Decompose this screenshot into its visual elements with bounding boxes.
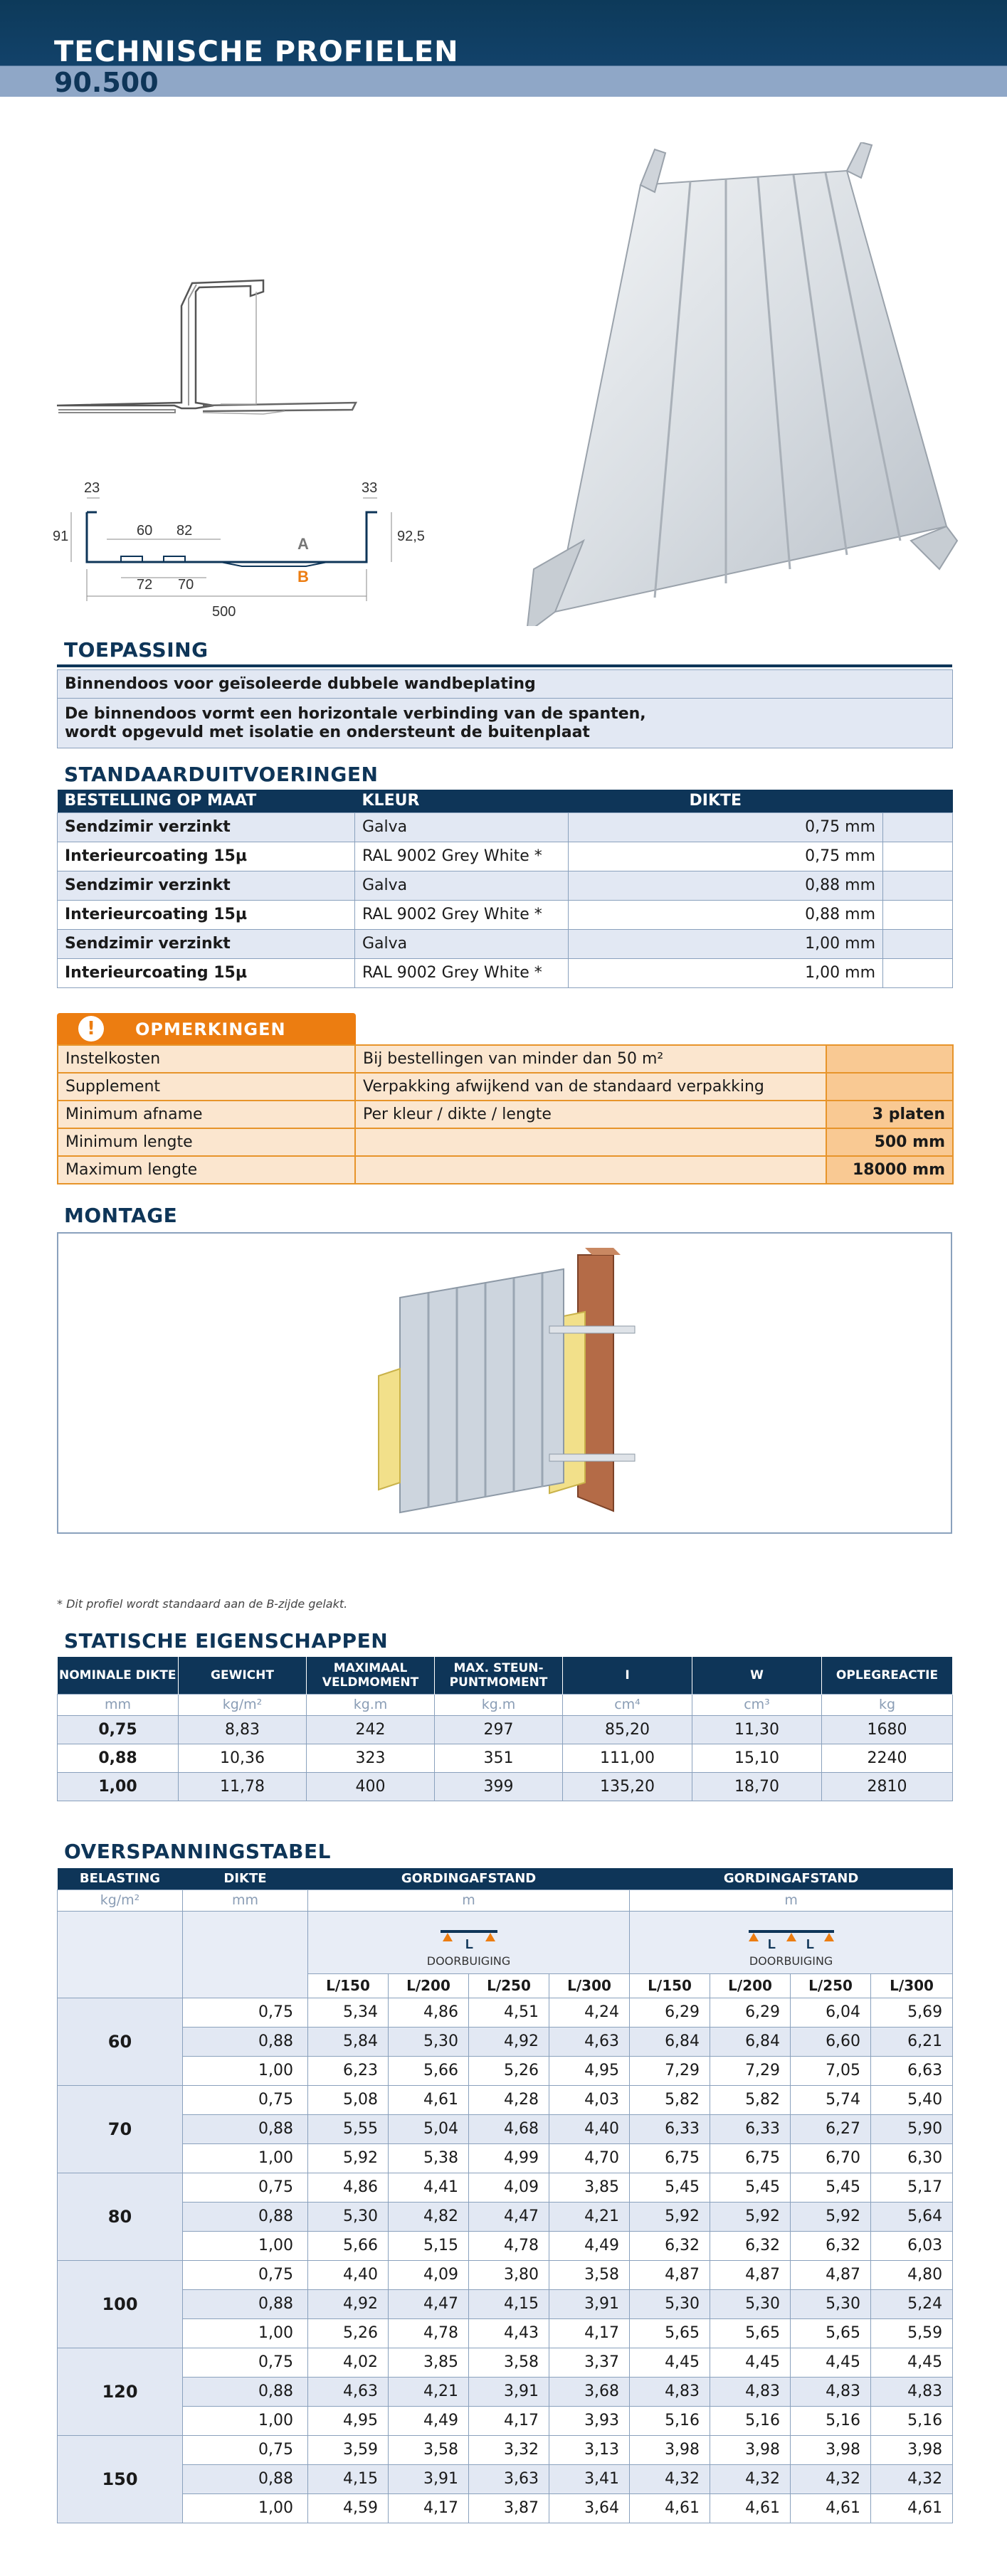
span-value: 5,69 (871, 1998, 953, 2027)
span-value: 5,59 (871, 2318, 953, 2348)
span-value: 4,86 (308, 2173, 389, 2202)
col-label: L/150 (630, 1973, 710, 1998)
span-value: 4,32 (791, 2464, 871, 2493)
span-value: 4,17 (469, 2406, 549, 2435)
table-row (58, 2318, 953, 2348)
span-value: 4,32 (630, 2464, 710, 2493)
col-header: GORDINGAFSTAND (308, 1868, 630, 1889)
thickness-cell: 0,88 (183, 2464, 308, 2493)
span-value: 4,63 (308, 2377, 389, 2406)
table-row (58, 2406, 953, 2435)
col-label: L/200 (710, 1973, 791, 1998)
span-value: 4,61 (630, 2493, 710, 2523)
table-row: Sendzimir verzinkt Galva 1,00 mm (58, 929, 953, 958)
span-value: 3,87 (469, 2493, 549, 2523)
montage-illustration (371, 1248, 670, 1518)
table-row (58, 2085, 953, 2114)
table-row: 0,88 10,36 323 351 111,00 15,10 2240 (58, 1744, 953, 1772)
table-row (58, 2056, 953, 2085)
span-value: 4,02 (308, 2348, 389, 2377)
span-value: 5,65 (791, 2318, 871, 2348)
multi-span-diagram-icon (745, 1929, 838, 1950)
span-value: 4,87 (630, 2260, 710, 2289)
span-value: 4,92 (308, 2289, 389, 2318)
table-row (58, 2377, 953, 2406)
table-row (58, 2493, 953, 2523)
span-value: 5,92 (791, 2202, 871, 2231)
load-cell: 70 (58, 2085, 183, 2173)
span-value: 4,68 (469, 2114, 549, 2143)
col-label: L/150 (308, 1973, 389, 1998)
span-value: 4,70 (549, 2143, 630, 2173)
col-header: MAXIMAAL VELDMOMENT (307, 1657, 435, 1694)
span-value: 3,98 (630, 2435, 710, 2464)
span-value: 5,08 (308, 2085, 389, 2114)
toepassing-description: De binnendoos vormt een horizontale verbinding van de spanten, wordt opgevuld met isolatie en ondersteunt de buitenplaat (58, 699, 953, 748)
thickness-cell: 0,75 (183, 2435, 308, 2464)
section-title-statisch: STATISCHE EIGENSCHAPPEN (64, 1629, 389, 1653)
span-value: 4,47 (389, 2289, 469, 2318)
span-value: 3,91 (469, 2377, 549, 2406)
span-value: 3,98 (710, 2435, 791, 2464)
span-value: 3,85 (389, 2348, 469, 2377)
dim-33: 33 (362, 480, 378, 496)
span-value: 4,61 (871, 2493, 953, 2523)
span-value: 5,15 (389, 2231, 469, 2260)
dim-60: 60 (137, 523, 153, 539)
span-value: 4,95 (308, 2406, 389, 2435)
thickness-cell: 1,00 (183, 2406, 308, 2435)
table-row (58, 2231, 953, 2260)
thickness-cell: 1,00 (183, 2056, 308, 2085)
span-value: 5,34 (308, 1998, 389, 2027)
col-header: GEWICHT (179, 1657, 307, 1694)
span-value: 5,45 (630, 2173, 710, 2202)
toepassing-line: Binnendoos voor geïsoleerde dubbele wandbeplating (58, 670, 953, 699)
dim-72: 72 (137, 577, 153, 593)
span-value: 5,82 (710, 2085, 791, 2114)
span-value: 5,65 (710, 2318, 791, 2348)
table-row: Interieurcoating 15µ RAL 9002 Grey White * 0,88 mm (58, 900, 953, 929)
span-value: 4,24 (549, 1998, 630, 2027)
span-value: 5,30 (791, 2289, 871, 2318)
profile-dimension-drawing (50, 470, 434, 626)
table-row (58, 2202, 953, 2231)
span-value: 3,63 (469, 2464, 549, 2493)
span-value: 4,59 (308, 2493, 389, 2523)
side-a-label: A (297, 535, 309, 553)
svg-text:L: L (806, 1936, 814, 1950)
span-value: 5,74 (791, 2085, 871, 2114)
load-cell: 150 (58, 2435, 183, 2523)
col-label: L/300 (871, 1973, 953, 1998)
thickness-cell: 0,88 (183, 2202, 308, 2231)
span-value: 6,21 (871, 2027, 953, 2056)
table-row (58, 2027, 953, 2056)
span-value: 5,55 (308, 2114, 389, 2143)
col-header: DIKTE (183, 1868, 308, 1889)
span-value: 5,17 (871, 2173, 953, 2202)
table-row (58, 2289, 953, 2318)
table-row: 0,75 8,83 242 297 85,20 11,30 1680 (58, 1715, 953, 1744)
span-value: 4,40 (308, 2260, 389, 2289)
span-value: 4,83 (710, 2377, 791, 2406)
section-rule (57, 664, 952, 667)
deflection-cell: L DOORBUIGING (308, 1911, 630, 1973)
span-value: 6,27 (791, 2114, 871, 2143)
table-row: Sendzimir verzinkt Galva 0,88 mm (58, 871, 953, 900)
span-value: 4,15 (469, 2289, 549, 2318)
span-value: 6,63 (871, 2056, 953, 2085)
standaard-table (57, 790, 953, 988)
load-cell: 60 (58, 1998, 183, 2085)
span-value: 4,41 (389, 2173, 469, 2202)
col-header: OPLEGREACTIE (822, 1657, 953, 1694)
span-value: 5,90 (871, 2114, 953, 2143)
span-value: 4,83 (871, 2377, 953, 2406)
span-value: 6,33 (710, 2114, 791, 2143)
span-value: 4,87 (791, 2260, 871, 2289)
table-row: Sendzimir verzinkt Galva 0,75 mm (58, 812, 953, 842)
span-value: 4,03 (549, 2085, 630, 2114)
table-row: Minimum lengte 500 mm (58, 1128, 953, 1156)
remarks-header: ! OPMERKINGEN (57, 1013, 356, 1044)
page-subtitle: 90.500 (54, 67, 159, 98)
span-value: 4,51 (469, 1998, 549, 2027)
span-value: 5,24 (871, 2289, 953, 2318)
span-value: 6,70 (791, 2143, 871, 2173)
span-value: 5,84 (308, 2027, 389, 2056)
exclamation-icon: ! (78, 1016, 104, 1041)
table-row (58, 2260, 953, 2289)
span-value: 5,16 (791, 2406, 871, 2435)
span-value: 4,61 (710, 2493, 791, 2523)
span-value: 4,80 (871, 2260, 953, 2289)
span-value: 4,47 (469, 2202, 549, 2231)
span-value: 7,05 (791, 2056, 871, 2085)
span-value: 5,64 (871, 2202, 953, 2231)
thickness-cell: 0,75 (183, 2348, 308, 2377)
thickness-cell: 0,75 (183, 1998, 308, 2027)
span-value: 5,66 (389, 2056, 469, 2085)
toepassing-table (57, 669, 953, 748)
span-value: 5,16 (710, 2406, 791, 2435)
span-value: 5,38 (389, 2143, 469, 2173)
col-header: DIKTE (569, 790, 883, 812)
table-row: Interieurcoating 15µ RAL 9002 Grey White * 0,75 mm (58, 842, 953, 871)
span-value: 3,93 (549, 2406, 630, 2435)
span-value: 4,32 (871, 2464, 953, 2493)
span-value: 4,63 (549, 2027, 630, 2056)
span-value: 4,43 (469, 2318, 549, 2348)
single-span-diagram-icon (437, 1929, 501, 1950)
span-value: 4,95 (549, 2056, 630, 2085)
header-row (58, 1868, 953, 1889)
table-row: Interieurcoating 15µ RAL 9002 Grey White * 1,00 mm (58, 958, 953, 987)
statisch-table (57, 1657, 953, 1801)
span-value: 4,99 (469, 2143, 549, 2173)
span-value: 5,65 (630, 2318, 710, 2348)
span-value: 4,21 (389, 2377, 469, 2406)
svg-text:L: L (465, 1936, 473, 1950)
span-value: 4,09 (389, 2260, 469, 2289)
span-value: 4,09 (469, 2173, 549, 2202)
span-value: 3,41 (549, 2464, 630, 2493)
dim-23: 23 (84, 480, 100, 496)
span-value: 3,32 (469, 2435, 549, 2464)
span-value: 4,21 (549, 2202, 630, 2231)
span-value: 6,32 (791, 2231, 871, 2260)
section-title-overspanning: OVERSPANNINGSTABEL (64, 1840, 331, 1863)
load-cell: 100 (58, 2260, 183, 2348)
profile-section-drawing (50, 263, 363, 427)
deflection-diagram-row (58, 1911, 953, 1973)
col-header: MAX. STEUN-PUNTMOMENT (435, 1657, 563, 1694)
span-value: 4,82 (389, 2202, 469, 2231)
span-value: 3,85 (549, 2173, 630, 2202)
table-row: Supplement Verpakking afwijkend van de standaard verpakking (58, 1073, 953, 1101)
units-row: mm kg/m² kg.m kg.m cm⁴ cm³ kg (58, 1694, 953, 1715)
span-value: 6,75 (630, 2143, 710, 2173)
span-value: 4,28 (469, 2085, 549, 2114)
col-label: L/250 (469, 1973, 549, 1998)
span-value: 5,45 (791, 2173, 871, 2202)
span-value: 3,13 (549, 2435, 630, 2464)
col-header: W (692, 1657, 822, 1694)
span-value: 5,30 (389, 2027, 469, 2056)
units-row: kg/m² mm m m (58, 1889, 953, 1911)
thickness-cell: 1,00 (183, 2318, 308, 2348)
span-value: 4,45 (710, 2348, 791, 2377)
span-value: 4,17 (549, 2318, 630, 2348)
span-value: 6,03 (871, 2231, 953, 2260)
span-value: 4,61 (791, 2493, 871, 2523)
span-value: 6,30 (871, 2143, 953, 2173)
dim-82: 82 (176, 523, 193, 539)
span-value: 6,29 (630, 1998, 710, 2027)
col-header: BELASTING (58, 1868, 183, 1889)
span-value: 5,30 (308, 2202, 389, 2231)
span-value: 3,37 (549, 2348, 630, 2377)
span-value: 5,26 (308, 2318, 389, 2348)
span-value: 4,15 (308, 2464, 389, 2493)
span-value: 6,29 (710, 1998, 791, 2027)
span-value: 5,30 (630, 2289, 710, 2318)
thickness-cell: 1,00 (183, 2231, 308, 2260)
span-value: 5,92 (308, 2143, 389, 2173)
footnote: * Dit profiel wordt standaard aan de B-zijde gelakt. (57, 1597, 348, 1611)
col-header: I (563, 1657, 692, 1694)
table-row (58, 2464, 953, 2493)
span-value: 3,98 (791, 2435, 871, 2464)
table-row (58, 2143, 953, 2173)
span-value: 6,33 (630, 2114, 710, 2143)
span-value: 6,04 (791, 1998, 871, 2027)
span-value: 4,61 (389, 2085, 469, 2114)
table-row (58, 2173, 953, 2202)
span-value: 3,91 (389, 2464, 469, 2493)
section-title-toepassing: TOEPASSING (64, 638, 209, 662)
montage-illustration-box (57, 1232, 952, 1534)
span-value: 4,78 (389, 2318, 469, 2348)
span-value: 6,84 (710, 2027, 791, 2056)
col-header: NOMINALE DIKTE (58, 1657, 179, 1694)
span-value: 5,66 (308, 2231, 389, 2260)
table-row (58, 2348, 953, 2377)
dim-70: 70 (178, 577, 194, 593)
svg-text:L: L (767, 1936, 776, 1950)
dim-91: 91 (53, 529, 69, 544)
table-row: 1,00 11,78 400 399 135,20 18,70 2810 (58, 1772, 953, 1801)
load-cell: 80 (58, 2173, 183, 2260)
table-row: Minimum afname Per kleur / dikte / lengte 3 platen (58, 1101, 953, 1128)
load-cell: 120 (58, 2348, 183, 2435)
table-row (58, 2114, 953, 2143)
span-value: 4,49 (389, 2406, 469, 2435)
span-value: 4,45 (791, 2348, 871, 2377)
span-value: 5,92 (710, 2202, 791, 2231)
thickness-cell: 0,88 (183, 2377, 308, 2406)
thickness-cell: 0,88 (183, 2114, 308, 2143)
table-row (58, 1998, 953, 2027)
span-value: 4,87 (710, 2260, 791, 2289)
span-value: 5,16 (630, 2406, 710, 2435)
col-header: GORDINGAFSTAND (630, 1868, 953, 1889)
thickness-cell: 1,00 (183, 2493, 308, 2523)
page-header (0, 0, 1007, 97)
span-value: 4,32 (710, 2464, 791, 2493)
col-label: L/300 (549, 1973, 630, 1998)
span-value: 4,17 (389, 2493, 469, 2523)
span-value: 3,98 (871, 2435, 953, 2464)
col-label: L/250 (791, 1973, 871, 1998)
span-value: 6,32 (630, 2231, 710, 2260)
col-label: L/200 (389, 1973, 469, 1998)
span-value: 3,59 (308, 2435, 389, 2464)
thickness-cell: 0,75 (183, 2085, 308, 2114)
span-value: 6,84 (630, 2027, 710, 2056)
span-value: 5,30 (710, 2289, 791, 2318)
section-title-standaarduitvoeringen: STANDAARDUITVOERINGEN (64, 763, 379, 786)
span-value: 5,26 (469, 2056, 549, 2085)
profile-3d-render (512, 142, 961, 626)
span-value: 6,23 (308, 2056, 389, 2085)
span-value: 3,68 (549, 2377, 630, 2406)
span-value: 6,75 (710, 2143, 791, 2173)
span-value: 5,16 (871, 2406, 953, 2435)
remarks-table (57, 1044, 954, 1184)
section-title-montage: MONTAGE (64, 1204, 178, 1227)
table-row: Maximum lengte 18000 mm (58, 1156, 953, 1184)
span-value: 4,83 (791, 2377, 871, 2406)
page-title: TECHNISCHE PROFIELEN (54, 36, 459, 68)
span-value: 6,32 (710, 2231, 791, 2260)
span-value: 3,58 (389, 2435, 469, 2464)
span-value: 4,45 (871, 2348, 953, 2377)
span-value: 4,45 (630, 2348, 710, 2377)
thickness-cell: 1,00 (183, 2143, 308, 2173)
overspanning-table (57, 1868, 953, 2523)
side-b-label: B (297, 568, 309, 585)
span-value: 5,92 (630, 2202, 710, 2231)
thickness-cell: 0,75 (183, 2173, 308, 2202)
span-value: 7,29 (630, 2056, 710, 2085)
dim-92-5: 92,5 (397, 529, 425, 544)
col-header: BESTELLING OP MAAT (58, 790, 355, 812)
span-value: 5,04 (389, 2114, 469, 2143)
col-header: KLEUR (355, 790, 569, 812)
span-value: 4,92 (469, 2027, 549, 2056)
span-value: 5,40 (871, 2085, 953, 2114)
span-value: 3,91 (549, 2289, 630, 2318)
span-value: 3,80 (469, 2260, 549, 2289)
span-value: 3,58 (469, 2348, 549, 2377)
span-value: 3,64 (549, 2493, 630, 2523)
span-value: 5,45 (710, 2173, 791, 2202)
span-value: 6,60 (791, 2027, 871, 2056)
span-value: 3,58 (549, 2260, 630, 2289)
span-value: 4,83 (630, 2377, 710, 2406)
thickness-cell: 0,88 (183, 2027, 308, 2056)
span-value: 5,82 (630, 2085, 710, 2114)
span-value: 4,86 (389, 1998, 469, 2027)
table-row: Instelkosten Bij bestellingen van minder dan 50 m² (58, 1045, 953, 1073)
thickness-cell: 0,88 (183, 2289, 308, 2318)
deflection-cell: L L DOORBUIGING (630, 1911, 953, 1973)
span-value: 4,78 (469, 2231, 549, 2260)
span-value: 7,29 (710, 2056, 791, 2085)
dim-500: 500 (212, 604, 236, 620)
span-value: 4,40 (549, 2114, 630, 2143)
thickness-cell: 0,75 (183, 2260, 308, 2289)
table-row (58, 2435, 953, 2464)
span-value: 4,49 (549, 2231, 630, 2260)
